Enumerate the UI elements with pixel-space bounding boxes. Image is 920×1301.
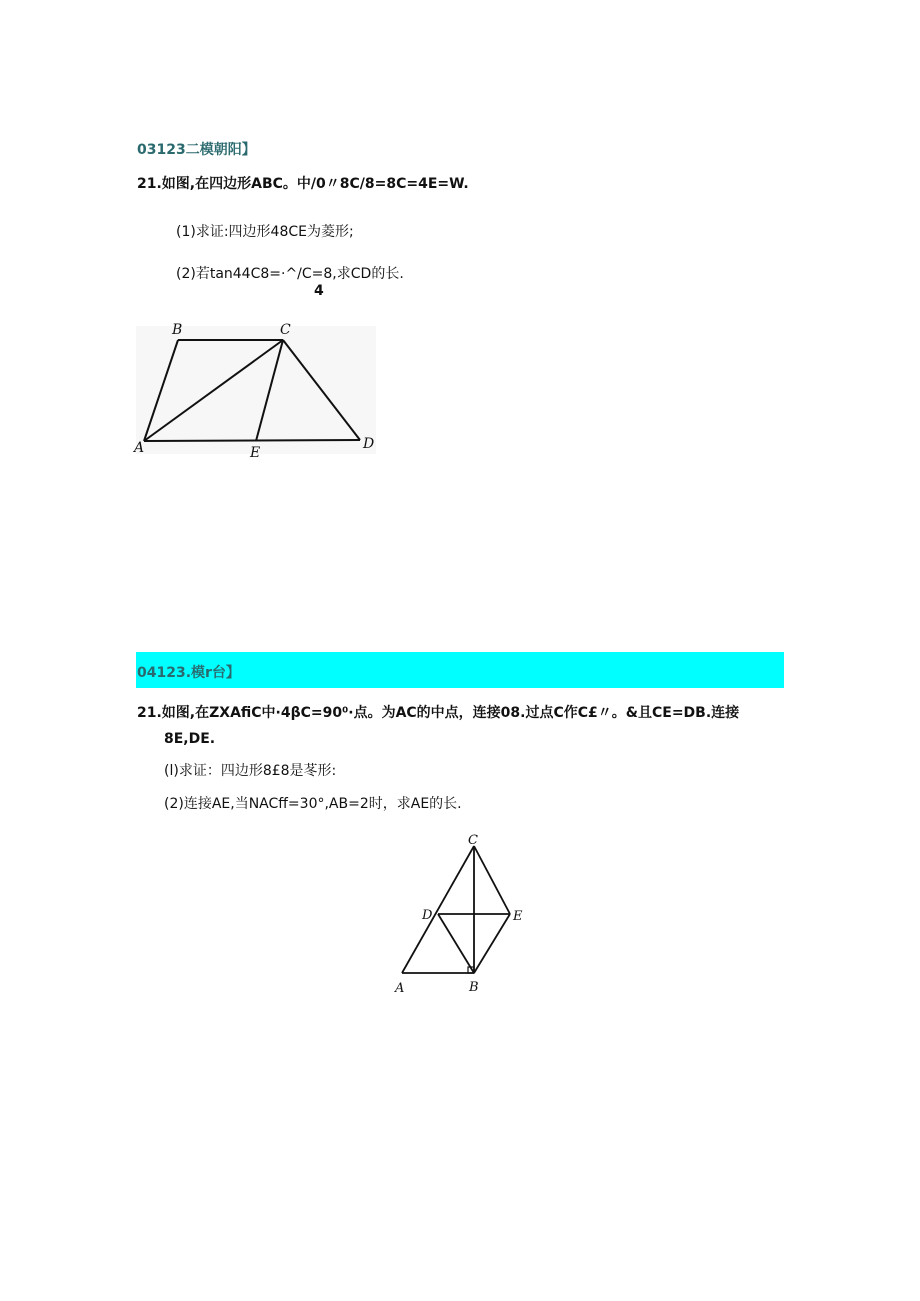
segment-ad — [144, 440, 360, 441]
problem1-part2: (2)若tan44C8=·^/C=8,求CD的长. — [176, 266, 404, 282]
problem1-figure — [130, 320, 390, 465]
point-label-d: D — [363, 436, 375, 452]
point-label-b: B — [469, 980, 479, 995]
problem1-part1: (1)求证:四边形48CE为菱形; — [176, 224, 354, 240]
point-label-c: C — [280, 322, 291, 338]
point-label-b: B — [172, 322, 183, 338]
point-label-e: E — [250, 445, 261, 461]
problem2-part2: (2)连接AE,当NACff=30°,AB=2时，求AE的长. — [164, 796, 462, 812]
problem1-stem: 21.如图,在四边形ABC。中/0〃8C/8=8C=4E=W. — [137, 176, 469, 192]
problem2-part1: (l)求证：四边形8£8是苳形: — [164, 763, 337, 779]
point-label-c: C — [468, 833, 478, 848]
problem2-source-tag: 04123.模r台】 — [137, 665, 240, 681]
point-label-e: E — [513, 909, 523, 924]
point-label-d: D — [422, 908, 433, 923]
segment-eb — [474, 914, 510, 973]
segment-ce — [474, 846, 510, 914]
problem2-stem-line2: 8E,DE. — [164, 731, 216, 747]
point-label-a: A — [395, 981, 405, 996]
problem1-part2-fraction-denominator: 4 — [314, 283, 324, 299]
segment-db — [438, 914, 474, 973]
figure-background — [136, 326, 376, 454]
problem1-source-tag: 03123二模朝阳】 — [137, 142, 256, 158]
problem2-figure — [390, 832, 540, 1002]
problem2-stem-line1: 21.如图,在ZXAfiC中·4βC=90⁰·点。为AC的中点，连接08.过点C作C£〃。&且CE=DB.连接 — [137, 705, 740, 721]
point-label-a: A — [134, 440, 145, 456]
